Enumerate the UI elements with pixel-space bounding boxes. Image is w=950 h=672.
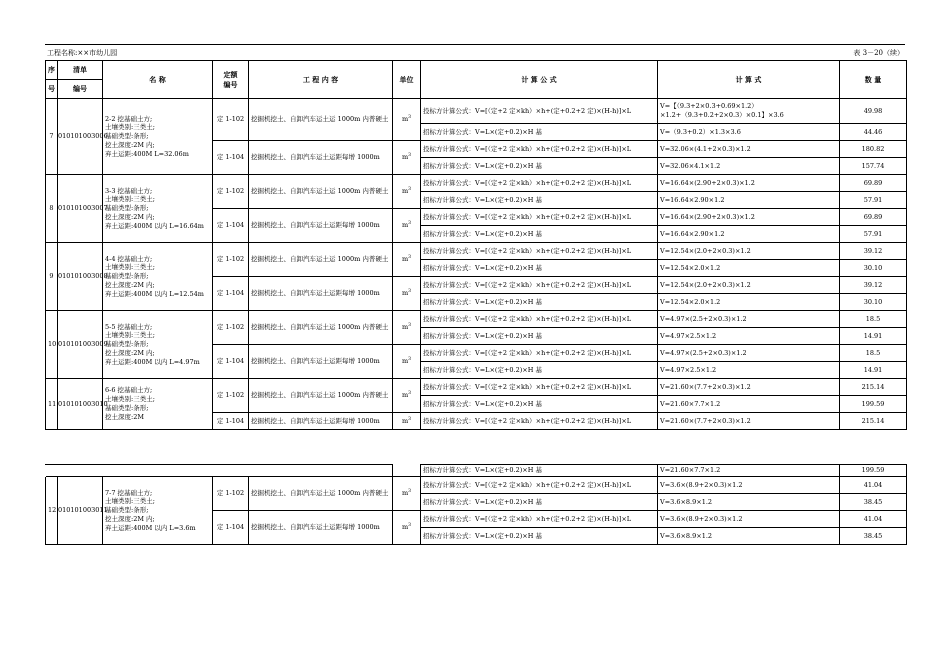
name-cell: 3-3 挖基础土方; 土壤类别:三类土; 基础类型:条形; 挖土深度:2M 内; 弃土运距:400M 以内 L=16.64m (103, 175, 213, 243)
quota-cell: 定 1-104 (213, 511, 249, 545)
col-seq-top: 序 (46, 61, 58, 80)
quota-cell: 定 1-102 (213, 243, 249, 277)
work-cell: 挖掘机挖土、自卸汽车运土运 1000m 内普硬土 (249, 243, 393, 277)
unit-cell: $m^3$ (393, 311, 421, 345)
calc-cell: V=21.60×(7.7+2×0.3)×1.2 (658, 413, 840, 430)
unit-superscript: 3 (408, 416, 412, 422)
qty-cell: 215.14 (840, 379, 907, 396)
code-cell: 010101003007 (58, 175, 103, 243)
seq-cell: 11 (46, 379, 58, 430)
formula-cell: 招标方计算公式：V=L×(定+0.2)×H 基 (421, 396, 658, 413)
qty-cell: 30.10 (840, 260, 907, 277)
continuation-formula: 招标方计算公式：V=L×(定+0.2)×H 基 (421, 465, 658, 477)
continuation-calc: V=21.60×7.7×1.2 (658, 465, 840, 477)
table-row (46, 311, 907, 328)
col-unit: 单位 (393, 61, 421, 99)
qty-cell: 14.91 (840, 328, 907, 345)
unit-cell: $m^3$ (393, 379, 421, 413)
formula-cell: 招标方计算公式：V=L×(定+0.2)×H 基 (421, 494, 658, 511)
unit-cell: $m^3$ (393, 413, 421, 430)
formula-cell: 招标方计算公式：V=L×(定+0.2)×H 基 (421, 226, 658, 243)
col-quota: 定额 编号 (213, 61, 249, 99)
seq-cell: 7 (46, 99, 58, 175)
qty-cell: 49.98 (840, 99, 907, 124)
calc-cell: V=（9.3+0.2）×1.3×3.6 (658, 124, 840, 141)
col-work: 工 程 内 容 (249, 61, 393, 99)
unit-cell: $m^3$ (393, 477, 421, 511)
work-cell: 挖掘机挖土、自卸汽车运土运 1000m 内普硬土 (249, 379, 393, 413)
formula-cell: 投标方计算公式：V=[（定+2 定×kh）×h+(定+0.2+2 定)×(H-h)]×L (421, 175, 658, 192)
calc-cell: V=32.06×4.1×1.2 (658, 158, 840, 175)
qty-cell: 41.04 (840, 511, 907, 528)
col-code-top: 清单 (58, 61, 103, 80)
formula-cell: 招标方计算公式：V=L×(定+0.2)×H 基 (421, 192, 658, 209)
table-number: 表 3－20（续） (853, 49, 904, 57)
header-rule (45, 44, 905, 45)
qty-cell: 18.5 (840, 311, 907, 328)
unit-superscript: 3 (408, 489, 412, 495)
unit-cell: $m^3$ (393, 141, 421, 175)
code-cell: 010101003009 (58, 311, 103, 379)
unit-cell: $m^3$ (393, 175, 421, 209)
calc-cell: V=16.64×(2.90+2×0.3)×1.2 (658, 209, 840, 226)
unit-cell: $m^3$ (393, 243, 421, 277)
qty-cell: 39.12 (840, 243, 907, 260)
formula-cell: 投标方计算公式：V=[（定+2 定×kh）×h+(定+0.2+2 定)×(H-h)]×L (421, 413, 658, 430)
work-cell: 挖掘机挖土、自卸汽车运土运 1000m 内普硬土 (249, 175, 393, 209)
work-cell: 挖掘机挖土、自卸汽车运土运 1000m 内普硬土 (249, 99, 393, 141)
calc-cell: V=16.64×(2.90+2×0.3)×1.2 (658, 175, 840, 192)
table-row (46, 379, 907, 396)
unit-superscript: 3 (408, 391, 412, 397)
qty-cell: 39.12 (840, 277, 907, 294)
code-cell: 010101003011 (58, 477, 103, 545)
name-cell: 2-2 挖基础土方; 土壤类别:三类土; 基础类型:条形; 挖土深度:2M 内; 弃土运距:400M L=32.06m (103, 99, 213, 175)
calc-cell: V=3.6×8.9×1.2 (658, 494, 840, 511)
formula-cell: 投标方计算公式：V=[（定+2 定×kh）×h+(定+0.2+2 定)×(H-h)]×L (421, 99, 658, 124)
table-row (46, 175, 907, 192)
quota-cell: 定 1-102 (213, 477, 249, 511)
calc-cell: V=3.6×(8.9+2×0.3)×1.2 (658, 511, 840, 528)
formula-cell: 招标方计算公式：V=L×(定+0.2)×H 基 (421, 328, 658, 345)
formula-cell: 投标方计算公式：V=[（定+2 定×kh）×h+(定+0.2+2 定)×(H-h)]×L (421, 141, 658, 158)
formula-cell: 招标方计算公式：V=L×(定+0.2)×H 基 (421, 158, 658, 175)
calc-cell: V=32.06×(4.1+2×0.3)×1.2 (658, 141, 840, 158)
formula-cell: 招标方计算公式：V=L×(定+0.2)×H 基 (421, 294, 658, 311)
unit-superscript: 3 (408, 323, 412, 329)
quota-cell: 定 1-104 (213, 413, 249, 430)
project-name: 工程名称:××市幼儿园 (47, 49, 118, 57)
calc-cell: V=【（9.3+2×0.3+0.69×1.2）×1.2+（9.3+0.2+2×0.3）×0.1】×3.6 (658, 99, 840, 124)
qty-cell: 199.59 (840, 396, 907, 413)
code-cell: 010101003010 (58, 379, 103, 430)
col-formula: 计 算 公 式 (421, 61, 658, 99)
name-cell: 7-7 挖基础土方; 土壤类别:三类土; 基础类型:条形; 挖土深度:2M 内; 弃土运距:400M 以内 L=3.6m (103, 477, 213, 545)
qty-cell: 41.04 (840, 477, 907, 494)
unit-superscript: 3 (408, 187, 412, 193)
qty-cell: 18.5 (840, 345, 907, 362)
work-cell: 挖掘机挖土、自卸汽车运土运 1000m 内普硬土 (249, 311, 393, 345)
unit-superscript: 3 (408, 115, 412, 121)
quota-cell: 定 1-102 (213, 99, 249, 141)
formula-cell: 投标方计算公式：V=[（定+2 定×kh）×h+(定+0.2+2 定)×(H-h)]×L (421, 209, 658, 226)
continuation-qty: 199.59 (840, 465, 907, 477)
formula-cell: 投标方计算公式：V=[（定+2 定×kh）×h+(定+0.2+2 定)×(H-h)]×L (421, 379, 658, 396)
formula-cell: 招标方计算公式：V=L×(定+0.2)×H 基 (421, 362, 658, 379)
calc-cell: V=4.97×(2.5+2×0.3)×1.2 (658, 311, 840, 328)
col-qty: 数 量 (840, 61, 907, 99)
work-cell: 挖掘机挖土、自卸汽车运土运距每增 1000m (249, 511, 393, 545)
calc-cell: V=3.6×8.9×1.2 (658, 528, 840, 545)
formula-cell: 投标方计算公式：V=[（定+2 定×kh）×h+(定+0.2+2 定)×(H-h)]×L (421, 311, 658, 328)
calc-cell: V=4.97×2.5×1.2 (658, 362, 840, 379)
unit-cell: $m^3$ (393, 209, 421, 243)
qty-cell: 157.74 (840, 158, 907, 175)
col-name: 名 称 (103, 61, 213, 99)
qty-cell: 69.89 (840, 209, 907, 226)
unit-superscript: 3 (408, 255, 412, 261)
qty-cell: 38.45 (840, 494, 907, 511)
seq-cell: 8 (46, 175, 58, 243)
quota-cell: 定 1-104 (213, 345, 249, 379)
seq-cell: 9 (46, 243, 58, 311)
qty-cell: 38.45 (840, 528, 907, 545)
seq-cell: 12 (46, 477, 58, 545)
qty-cell: 30.10 (840, 294, 907, 311)
table-row (46, 477, 907, 494)
calc-cell: V=12.54×2.0×1.2 (658, 260, 840, 277)
calc-cell: V=21.60×(7.7+2×0.3)×1.2 (658, 379, 840, 396)
col-calc: 计 算 式 (658, 61, 840, 99)
qty-cell: 180.82 (840, 141, 907, 158)
formula-cell: 投标方计算公式：V=[（定+2 定×kh）×h+(定+0.2+2 定)×(H-h)]×L (421, 345, 658, 362)
calc-cell: V=3.6×(8.9+2×0.3)×1.2 (658, 477, 840, 494)
work-cell: 挖掘机挖土、自卸汽车运土运距每增 1000m (249, 345, 393, 379)
name-cell: 5-5 挖基础土方; 土壤类别:三类土; 基础类型:条形; 挖土深度:2M 内; 弃土运距:400M 以内 L=4.97m (103, 311, 213, 379)
quota-cell: 定 1-104 (213, 209, 249, 243)
unit-cell: $m^3$ (393, 99, 421, 141)
formula-cell: 招标方计算公式：V=L×(定+0.2)×H 基 (421, 260, 658, 277)
formula-cell: 投标方计算公式：V=[（定+2 定×kh）×h+(定+0.2+2 定)×(H-h)]×L (421, 277, 658, 294)
unit-cell: $m^3$ (393, 345, 421, 379)
calc-cell: V=4.97×2.5×1.2 (658, 328, 840, 345)
unit-superscript: 3 (408, 523, 412, 529)
formula-cell: 招标方计算公式：V=L×(定+0.2)×H 基 (421, 528, 658, 545)
calc-cell: V=16.64×2.90×1.2 (658, 226, 840, 243)
quota-cell: 定 1-102 (213, 379, 249, 413)
unit-superscript: 3 (408, 153, 412, 159)
continuation-row (46, 465, 907, 477)
name-cell: 4-4 挖基础土方; 土壤类别:三类土; 基础类型:条形; 挖土深度:2M 内; 弃土运距:400M 以内 L=12.54m (103, 243, 213, 311)
unit-cell: $m^3$ (393, 511, 421, 545)
work-cell: 挖掘机挖土、自卸汽车运土运距每增 1000m (249, 141, 393, 175)
calc-cell: V=16.64×2.90×1.2 (658, 192, 840, 209)
qty-cell: 215.14 (840, 413, 907, 430)
formula-cell: 投标方计算公式：V=[（定+2 定×kh）×h+(定+0.2+2 定)×(H-h)]×L (421, 243, 658, 260)
calc-cell: V=4.97×(2.5+2×0.3)×1.2 (658, 345, 840, 362)
quota-cell: 定 1-102 (213, 311, 249, 345)
qty-cell: 57.91 (840, 192, 907, 209)
work-cell: 挖掘机挖土、自卸汽车运土运距每增 1000m (249, 277, 393, 311)
qty-cell: 57.91 (840, 226, 907, 243)
work-cell: 挖掘机挖土、自卸汽车运土运距每增 1000m (249, 209, 393, 243)
formula-cell: 投标方计算公式：V=[（定+2 定×kh）×h+(定+0.2+2 定)×(H-h)]×L (421, 477, 658, 494)
table-row (46, 99, 907, 124)
unit-superscript: 3 (408, 221, 412, 227)
formula-cell: 招标方计算公式：V=L×(定+0.2)×H 基 (421, 124, 658, 141)
unit-superscript: 3 (408, 357, 412, 363)
calc-cell: V=12.54×(2.0+2×0.3)×1.2 (658, 243, 840, 260)
quota-cell: 定 1-102 (213, 175, 249, 209)
qty-cell: 14.91 (840, 362, 907, 379)
name-cell: 6-6 挖基础土方; 土壤类别:三类土; 基础类型:条形; 挖土深度:2M (103, 379, 213, 430)
col-code-bottom: 编号 (58, 80, 103, 99)
calc-cell: V=21.60×7.7×1.2 (658, 396, 840, 413)
qty-cell: 69.89 (840, 175, 907, 192)
seq-cell: 10 (46, 311, 58, 379)
quantity-table-continued (45, 464, 907, 545)
qty-cell: 44.46 (840, 124, 907, 141)
unit-superscript: 3 (408, 289, 412, 295)
table-row (46, 243, 907, 260)
quantity-table (45, 60, 907, 430)
work-cell: 挖掘机挖土、自卸汽车运土运距每增 1000m (249, 413, 393, 430)
work-cell: 挖掘机挖土、自卸汽车运土运 1000m 内普硬土 (249, 477, 393, 511)
unit-cell: $m^3$ (393, 277, 421, 311)
calc-cell: V=12.54×2.0×1.2 (658, 294, 840, 311)
formula-cell: 投标方计算公式：V=[（定+2 定×kh）×h+(定+0.2+2 定)×(H-h)]×L (421, 511, 658, 528)
quota-cell: 定 1-104 (213, 141, 249, 175)
quota-cell: 定 1-104 (213, 277, 249, 311)
col-seq-bottom: 号 (46, 80, 58, 99)
calc-cell: V=12.54×(2.0+2×0.3)×1.2 (658, 277, 840, 294)
code-cell: 010101003006 (58, 99, 103, 175)
code-cell: 010101003008 (58, 243, 103, 311)
